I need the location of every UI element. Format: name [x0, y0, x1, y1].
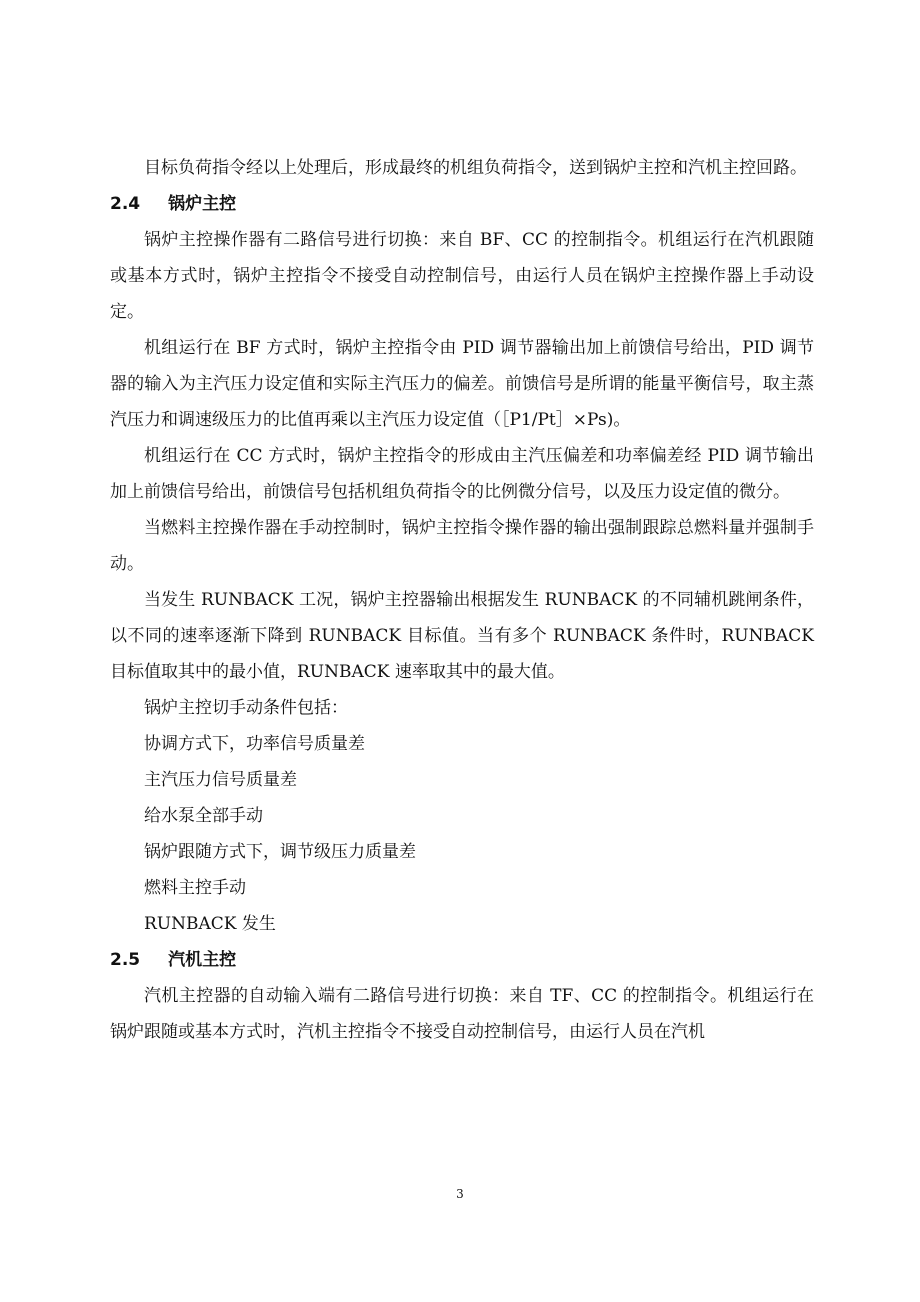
list-item: RUNBACK 发生	[144, 914, 276, 934]
paragraph: 机组运行在 BF 方式时，锅炉主控指令由 PID 调节器输出加上前馈信号给出，PID 调节器的输入为主汽压力设定值和实际主汽压力的偏差。前馈信号是所谓的能量平衡信号，取主蒸汽压力和调速级压力的比值再乘以主汽压力设定值（［P1/Pt］×Ps)。	[110, 338, 814, 430]
paragraph: 机组运行在 CC 方式时，锅炉主控指令的形成由主汽压偏差和功率偏差经 PID 调节输出加上前馈信号给出，前馈信号包括机组负荷指令的比例微分信号，以及压力设定值的微分。	[110, 446, 814, 502]
section-heading-2-5	[110, 942, 814, 978]
section-title: 锅炉主控	[168, 194, 237, 214]
page-number: 3	[456, 1187, 464, 1201]
list-item: 燃料主控手动	[144, 878, 246, 898]
list-item: 锅炉跟随方式下，调节级压力质量差	[144, 842, 416, 862]
section-heading-2-4	[110, 186, 814, 222]
paragraph: 当发生 RUNBACK 工况，锅炉主控器输出根据发生 RUNBACK 的不同辅机跳闸条件，以不同的速率逐渐下降到 RUNBACK 目标值。当有多个 RUNBACK 条件时，RUNBACK 目标值取其中的最小值，RUNBACK 速率取其中的最大值。	[110, 590, 814, 682]
section-number: 2.5	[110, 950, 141, 970]
paragraph: 锅炉主控操作器有二路信号进行切换：来自 BF、CC 的控制指令。机组运行在汽机跟随或基本方式时，锅炉主控指令不接受自动控制信号，由运行人员在锅炉主控操作器上手动设定。	[110, 230, 814, 322]
paragraph: 目标负荷指令经以上处理后，形成最终的机组负荷指令，送到锅炉主控和汽机主控回路。	[144, 158, 807, 178]
paragraph: 当燃料主控操作器在手动控制时，锅炉主控指令操作器的输出强制跟踪总燃料量并强制手动。	[110, 518, 814, 574]
list-item: 给水泵全部手动	[144, 806, 263, 826]
paragraph: 汽机主控器的自动输入端有二路信号进行切换：来自 TF、CC 的控制指令。机组运行在锅炉跟随或基本方式时，汽机主控指令不接受自动控制信号，由运行人员在汽机	[110, 986, 814, 1042]
section-title: 汽机主控	[168, 950, 237, 970]
list-item: 协调方式下，功率信号质量差	[144, 734, 365, 754]
list-item: 主汽压力信号质量差	[144, 770, 297, 790]
document-body	[110, 150, 814, 1050]
section-number: 2.4	[110, 194, 141, 214]
paragraph: 锅炉主控切手动条件包括：	[144, 698, 348, 718]
